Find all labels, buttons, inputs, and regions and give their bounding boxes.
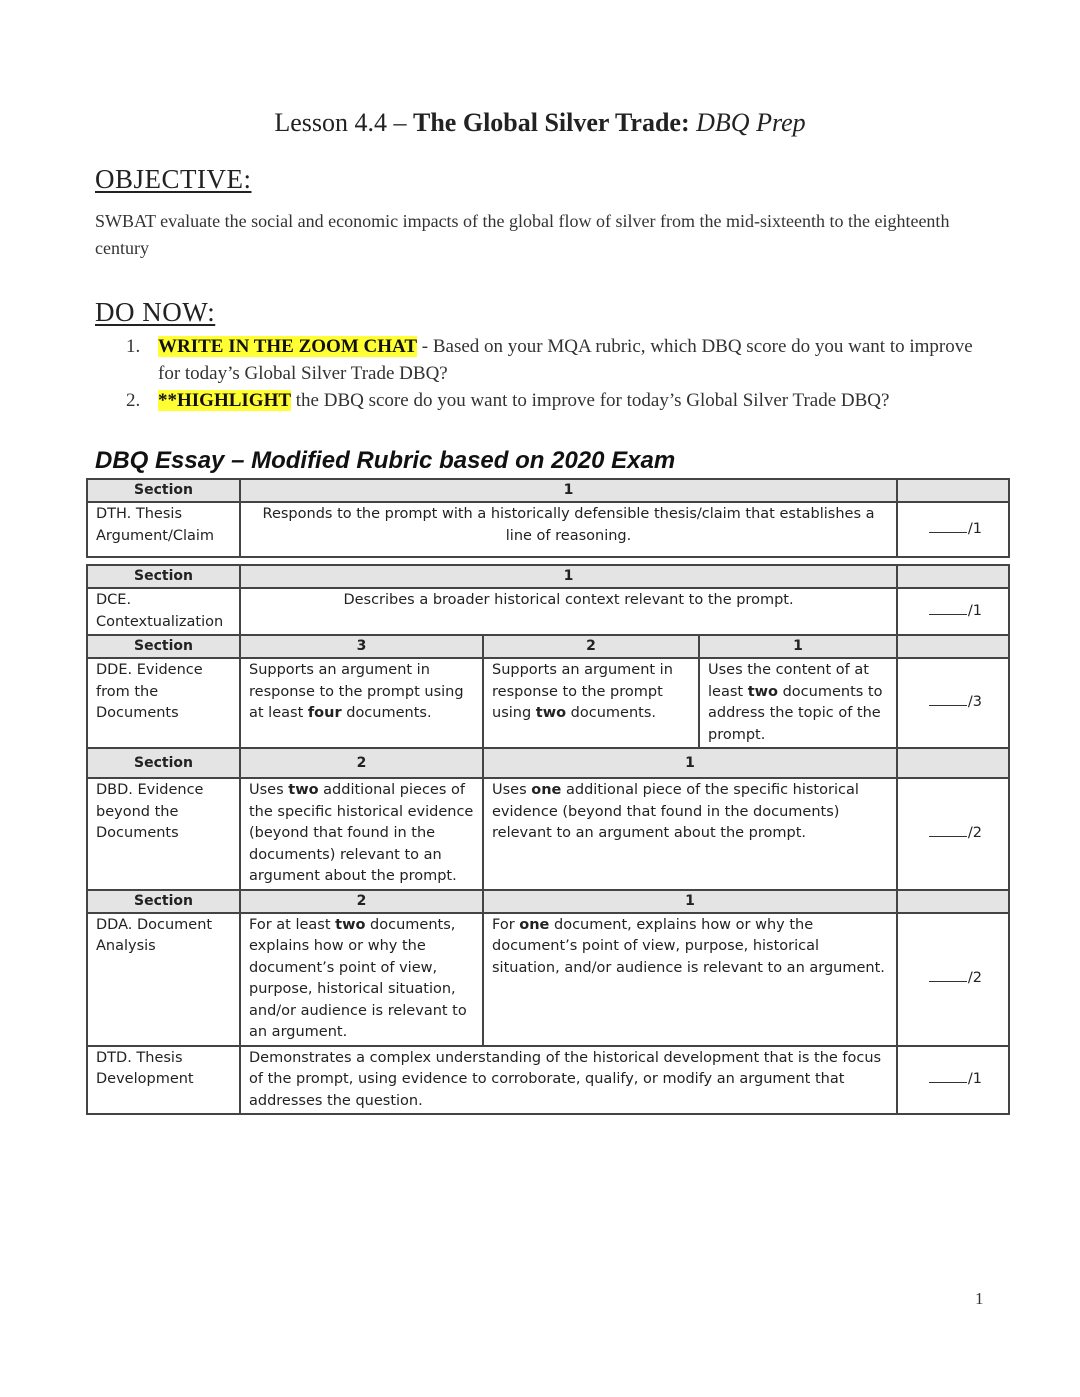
- row-description: Describes a broader historical context relevant to the prompt.: [240, 588, 897, 635]
- score-field: /1: [897, 502, 1009, 557]
- row-name: DBD. Evidence beyond the Documents: [87, 778, 240, 890]
- section-label: Section: [87, 890, 240, 913]
- score-level: 1: [483, 748, 897, 778]
- score-level: 1: [483, 890, 897, 913]
- score-level: 1: [240, 479, 897, 502]
- section-header-row: [87, 890, 1009, 913]
- row-gap: [87, 557, 1009, 565]
- score-field: /3: [897, 658, 1009, 748]
- rubric-row-dce: [87, 588, 1009, 635]
- level-1-description: Uses the content of at least two documents to address the topic of the prompt.: [699, 658, 897, 748]
- row-name: DCE. Contextualization: [87, 588, 240, 635]
- score-field: /2: [897, 913, 1009, 1046]
- title-main: The Global Silver Trade:: [413, 108, 690, 137]
- score-field: /1: [897, 588, 1009, 635]
- rubric-row-dth: [87, 502, 1009, 557]
- section-header-row: [87, 635, 1009, 658]
- page-title: [0, 108, 1080, 138]
- section-header-row: [87, 479, 1009, 502]
- do-now-item: [95, 387, 995, 414]
- row-description: Demonstrates a complex understanding of the historical development that is the focus of the prompt, using evidence to corroborate, qualify, or modify an argument that addresses the question.: [240, 1046, 897, 1115]
- section-label: Section: [87, 748, 240, 778]
- row-name: DTH. Thesis Argument/Claim: [87, 502, 240, 557]
- level-2-description: Uses two additional pieces of the specific historical evidence (beyond that found in the documents) relevant to an argument about the prompt.: [240, 778, 483, 890]
- row-description: Responds to the prompt with a historically defensible thesis/claim that establishes a line of reasoning.: [240, 502, 897, 557]
- header-blank: [897, 635, 1009, 658]
- title-suffix: DBQ Prep: [696, 108, 806, 137]
- do-now-heading: DO NOW:: [95, 297, 216, 327]
- level-3-description: Supports an argument in response to the prompt using at least four documents.: [240, 658, 483, 748]
- section-header-row: [87, 565, 1009, 588]
- rubric-row-dda: [87, 913, 1009, 1046]
- score-level: 1: [699, 635, 897, 658]
- item-text: the DBQ score do you want to improve for today’s Global Silver Trade DBQ?: [291, 390, 890, 411]
- score-level: 2: [240, 748, 483, 778]
- page-number: 1: [975, 1289, 984, 1308]
- item-number: 2.: [126, 390, 141, 411]
- score-field: /2: [897, 778, 1009, 890]
- section-label: Section: [87, 565, 240, 588]
- section-label: Section: [87, 479, 240, 502]
- level-1-description: For one document, explains how or why the document’s point of view, purpose, historical situation, and/or audience is relevant to an argument.: [483, 913, 897, 1046]
- header-blank: [897, 890, 1009, 913]
- objective-text: SWBAT evaluate the social and economic impacts of the global flow of silver from the mid-sixteenth to the eighteenth century: [95, 211, 950, 258]
- header-blank: [897, 565, 1009, 588]
- row-name: DDE. Evidence from the Documents: [87, 658, 240, 748]
- header-blank: [897, 479, 1009, 502]
- rubric-row-dbd: [87, 778, 1009, 890]
- title-prefix: Lesson 4.4 –: [274, 108, 413, 137]
- section-header-row: [87, 748, 1009, 778]
- level-1-description: Uses one additional piece of the specific historical evidence (beyond that found in the documents) relevant to an argument about the prompt.: [483, 778, 897, 890]
- score-level: 1: [240, 565, 897, 588]
- rubric-row-dde: [87, 658, 1009, 748]
- item-number: 1.: [126, 336, 141, 357]
- header-blank: [897, 748, 1009, 778]
- section-label: Section: [87, 635, 240, 658]
- score-field: /1: [897, 1046, 1009, 1115]
- highlighted-instruction: WRITE IN THE ZOOM CHAT: [158, 336, 418, 357]
- score-level: 2: [240, 890, 483, 913]
- item-text: - Based on your MQA rubric, which DBQ score do you want to improve for today’s Global Silver Trade DBQ?: [158, 336, 973, 384]
- level-2-description: Supports an argument in response to the prompt using two documents.: [483, 658, 699, 748]
- row-name: DDA. Document Analysis: [87, 913, 240, 1046]
- row-name: DTD. Thesis Development: [87, 1046, 240, 1115]
- do-now-item: [95, 333, 995, 387]
- level-2-description: For at least two documents, explains how or why the document’s point of view, purpose, historical situation, and/or audience is relevant to an argument.: [240, 913, 483, 1046]
- rubric-row-dtd: [87, 1046, 1009, 1115]
- rubric-title: DBQ Essay – Modified Rubric based on 2020 Exam: [95, 447, 676, 474]
- score-level: 2: [483, 635, 699, 658]
- rubric-table: [86, 478, 1010, 1115]
- objective-heading: OBJECTIVE:: [95, 164, 252, 194]
- highlighted-instruction: **HIGHLIGHT: [158, 390, 292, 411]
- do-now-list: [95, 333, 995, 414]
- score-level: 3: [240, 635, 483, 658]
